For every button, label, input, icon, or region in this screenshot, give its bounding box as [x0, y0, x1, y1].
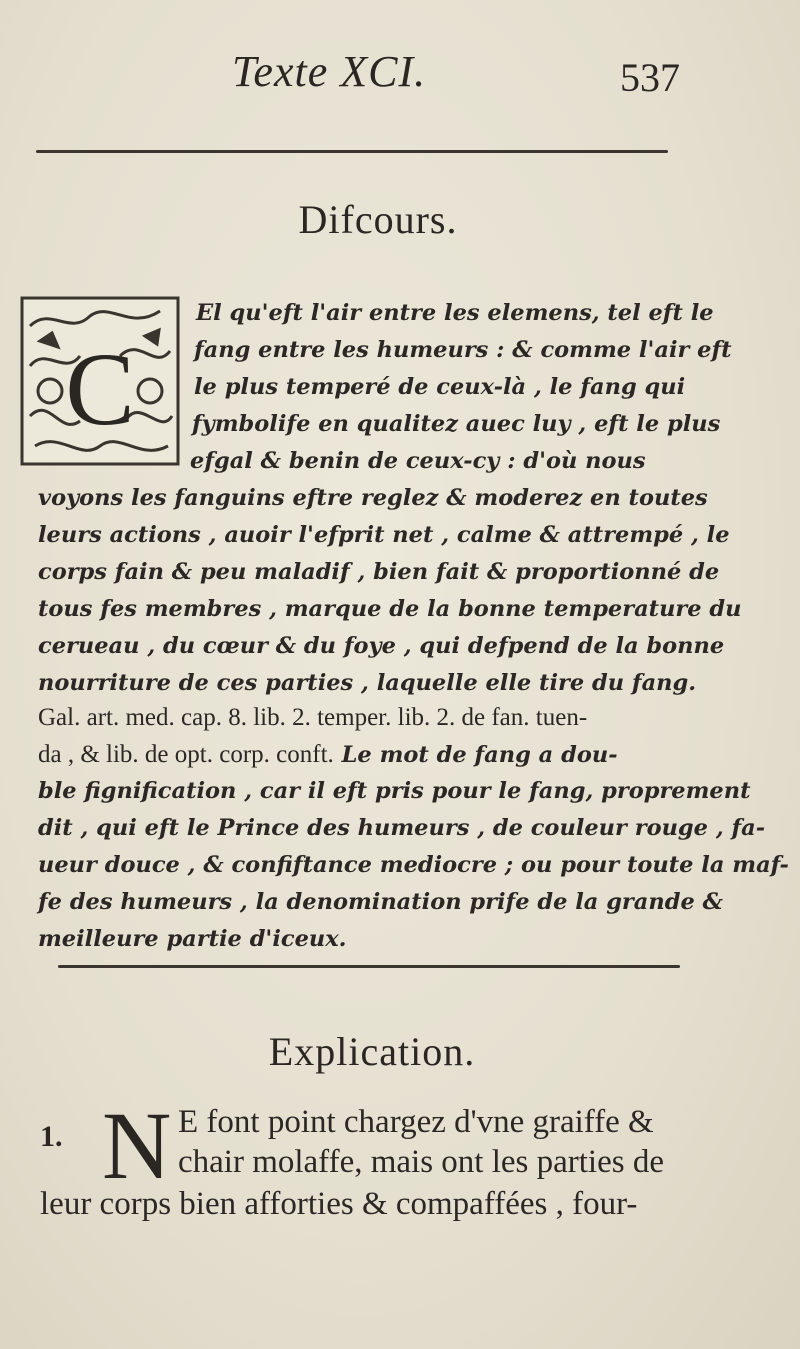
text-line: fang entre les humeurs : & comme l'air eft — [194, 337, 732, 363]
text-line: fymbolife en qualitez auec luy , eft le plus — [192, 411, 721, 437]
text-line: efgal & benin de ceux-cy : d'où nous — [190, 448, 646, 474]
citation-line: Gal. art. med. cap. 8. lib. 2. temper. lib. 2. de fan. tuen- — [38, 704, 588, 731]
citation-italic: Le mot de fang a dou- — [341, 742, 618, 768]
ornamental-initial — [20, 296, 180, 466]
text-line: El qu'eft l'air entre les elemens, tel eft le — [196, 300, 714, 326]
foliage-ornament-icon — [20, 296, 180, 466]
text-line: corps fain & peu maladif , bien fait & proportionné de — [38, 559, 720, 585]
text-line: meilleure partie d'iceux. — [38, 926, 347, 952]
text-line: E font point chargez d'vne graiffe & — [178, 1104, 654, 1140]
page-number: 537 — [620, 55, 680, 100]
text-line: leur corps bien afforties & compaffées , four- — [40, 1186, 638, 1222]
text-line: le plus temperé de ceux-là , le fang qui — [194, 374, 686, 400]
text-line: ueur douce , & confiftance mediocre ; ou pour toute la maf- — [38, 852, 789, 878]
page-header — [0, 46, 800, 106]
text-line: cerueau , du cœur & du foye , qui defpend de la bonne — [38, 633, 725, 659]
top-rule — [36, 150, 668, 153]
paragraph-number: 1. — [40, 1120, 63, 1153]
text-line: dit , qui eft le Prince des humeurs , de couleur rouge , fa- — [38, 815, 766, 841]
text-line: leurs actions , auoir l'efprit net , calme & attrempé , le — [38, 522, 730, 548]
citation-line-mixed — [38, 741, 618, 769]
text-line: tous fes membres , marque de la bonne temperature du — [38, 596, 742, 622]
text-line: chair molaffe, mais ont les parties de — [178, 1144, 664, 1180]
discours-heading: Difcours. — [298, 197, 458, 242]
text-line: ble fignification , car il eft pris pour le fang, proprement — [38, 778, 751, 804]
initial-letter: C — [65, 332, 135, 447]
citation-roman: da , & lib. de opt. corp. conft. — [38, 741, 334, 768]
drop-cap: N — [102, 1092, 172, 1199]
explication-heading: Explication. — [268, 1029, 476, 1074]
text-line: voyons les fanguins eftre reglez & moderez en toutes — [38, 485, 708, 511]
text-line: fe des humeurs , la denomination prife de la grande & — [38, 889, 723, 915]
section-rule — [58, 965, 680, 968]
text-line: nourriture de ces parties , laquelle elle tire du fang. — [38, 670, 697, 696]
running-title: Texte XCI. — [232, 47, 427, 96]
